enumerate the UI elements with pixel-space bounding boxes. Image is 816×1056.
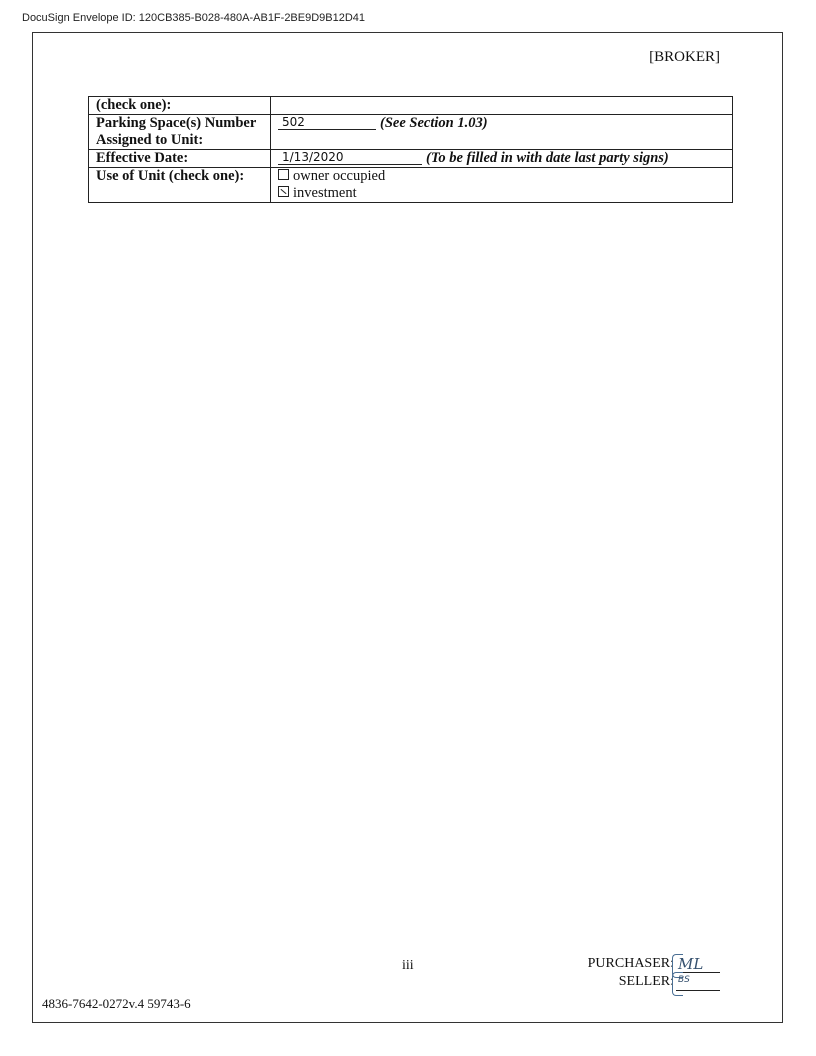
purchaser-line [588,955,720,973]
seller-initials-field[interactable] [676,976,720,991]
seller-label: SELLER: [618,974,674,989]
empty-cell [271,97,733,115]
parking-label-line2: Assigned to Unit: [96,132,204,148]
checkbox-unchecked-icon[interactable] [278,169,289,180]
unit-info-table [88,96,733,203]
effective-date-field[interactable]: 1/13/2020 [278,151,422,165]
table-row [89,115,733,150]
parking-note: (See Section 1.03) [380,115,488,131]
initials-block [588,955,720,991]
effective-date-note: (To be filled in with date last party signs) [426,150,669,166]
seller-initials: BS [678,975,690,985]
check-one-label: (check one): [89,97,271,115]
use-of-unit-label: Use of Unit (check one): [89,168,271,203]
page-number: iii [402,958,414,973]
envelope-id: DocuSign Envelope ID: 120CB385-B028-480A-AB1F-2BE9D9B12D41 [22,12,366,24]
option-label: owner occupied [293,168,386,184]
use-of-unit-options [271,168,733,203]
effective-date-cell [271,150,733,168]
option-owner-occupied[interactable] [278,168,725,185]
document-id: 4836-7642-0272v.4 59743-6 [42,996,191,1011]
purchaser-label: PURCHASER: [587,956,674,971]
parking-cell [271,115,733,150]
option-investment[interactable] [278,185,725,202]
parking-label [89,115,271,150]
effective-date-label: Effective Date: [89,150,271,168]
parking-field[interactable]: 502 [278,116,376,130]
seller-line [588,973,720,991]
purchaser-initials: ML [678,955,704,973]
option-label: investment [293,185,357,201]
table-row [89,150,733,168]
broker-tag: [BROKER] [649,49,720,65]
parking-label-line1: Parking Space(s) Number [96,115,257,131]
table-row [89,97,733,115]
checkbox-checked-icon[interactable] [278,186,289,197]
table-row [89,168,733,203]
